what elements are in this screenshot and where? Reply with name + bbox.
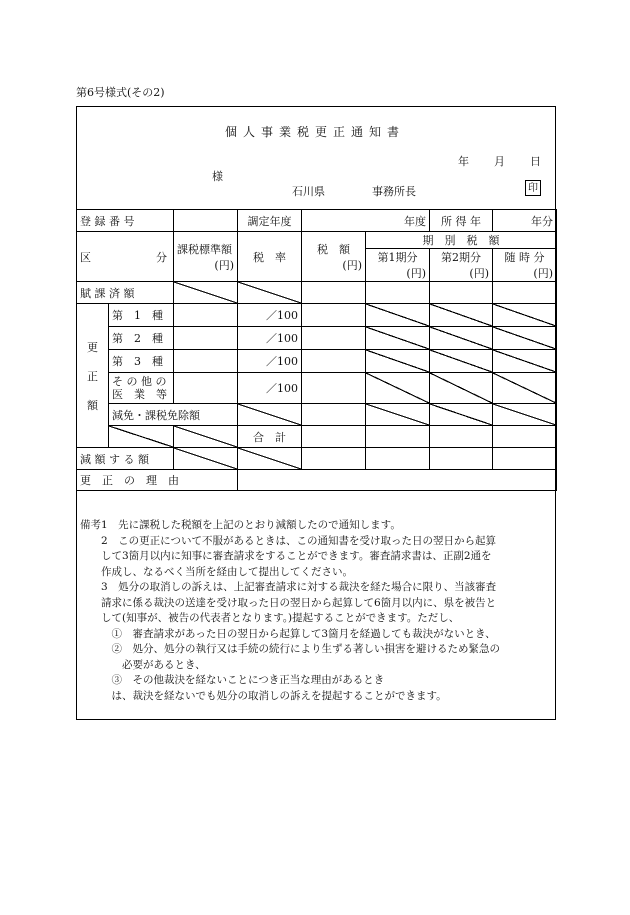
remark-line: 備考1 先に課税した税額を上記のとおり減額したので通知します。 <box>80 519 401 531</box>
type2-row <box>77 327 557 350</box>
income-year-label: 所 得 年 <box>430 210 493 232</box>
remark-line: 3 処分の取消しの訴えは、上記審査請求に対する裁決を経た場合に限り、当該審査 <box>80 581 497 593</box>
reduction-row <box>77 448 557 470</box>
type3-label: 第 3 種 <box>109 350 174 373</box>
registration-value <box>174 210 238 232</box>
assessed-period1-cell <box>366 282 430 304</box>
reduction-tax-cell <box>302 448 366 470</box>
tax-amount-header: 税 額 (円) <box>302 232 366 282</box>
total-row <box>77 426 557 448</box>
type2-tax-cell <box>302 327 366 350</box>
reason-row <box>77 470 557 491</box>
remarks <box>80 518 550 704</box>
tax-table <box>76 209 557 491</box>
type3-standard-cell <box>174 350 238 373</box>
assessed-label: 賦 課 済 額 <box>77 282 174 304</box>
remark-line: 2 この更正について不服があるときは、この通知書を受け取った日の翌日から起算 <box>80 534 496 547</box>
other-tax-cell <box>302 373 366 404</box>
type1-row <box>77 304 557 327</box>
period-tax-header: 期 別 税 額 <box>366 232 557 249</box>
assessed-tax-cell <box>302 282 366 304</box>
form-number: 第6号様式(その2) <box>76 86 165 99</box>
period1-header: 第1期分 (円) <box>366 249 430 282</box>
assessed-irregular-cell <box>493 282 557 304</box>
diagonal-cell <box>174 448 238 470</box>
date-month-label: 月 <box>494 155 505 168</box>
other-standard-cell <box>174 373 238 404</box>
remark-line: 請求に係る裁決の送達を受け取った日の翌日から起算して6箇月以内に、県を被告と <box>80 596 497 609</box>
type1-label: 第 1 種 <box>109 304 174 327</box>
assess-year-label: 調定年度 <box>238 210 302 232</box>
irregular-header: 随 時 分 (円) <box>493 249 557 282</box>
exempt-row <box>77 404 557 426</box>
diagonal-cell <box>366 404 430 426</box>
diagonal-cell <box>430 404 493 426</box>
type2-standard-cell <box>174 327 238 350</box>
total-label: 合 計 <box>238 426 302 448</box>
remark-line: 作成し、なるべく当所を経由して提出してください。 <box>80 565 353 578</box>
remark-line: ① 審査請求があった日の翌日から起算して3箇月を経過しても裁決がないとき、 <box>80 627 496 640</box>
diagonal-cell <box>366 350 430 373</box>
remark-line: して3箇月以内に知事に審査請求をすることができます。審査請求書は、正副2通を <box>80 550 492 562</box>
assessed-row <box>77 282 557 304</box>
standard-header: 課税標準額 (円) <box>174 232 238 282</box>
total-period1-cell <box>366 426 430 448</box>
type2-rate: ／100 <box>238 327 302 350</box>
diagonal-cell <box>366 373 430 404</box>
total-tax-cell <box>302 426 366 448</box>
addressee-suffix: 様 <box>212 170 223 183</box>
diagonal-cell <box>109 426 174 448</box>
correction-side-label: 更 正 額 <box>77 304 109 448</box>
period2-header: 第2期分 (円) <box>430 249 493 282</box>
income-year-value: 年分 <box>493 210 557 232</box>
registration-label: 登 録 番 号 <box>77 210 174 232</box>
date-year-label: 年 <box>458 155 469 168</box>
rate-header: 税 率 <box>238 232 302 282</box>
exempt-tax-cell <box>302 404 366 426</box>
other-medical-row <box>77 373 557 404</box>
type1-rate: ／100 <box>238 304 302 327</box>
date-day-label: 日 <box>530 155 541 168</box>
diagonal-cell <box>430 327 493 350</box>
type3-rate: ／100 <box>238 350 302 373</box>
diagonal-cell <box>238 282 302 304</box>
diagonal-cell <box>174 426 238 448</box>
remark-line: して(知事が、被告の代表者となります。)提起することができます。ただし、 <box>80 612 460 624</box>
diagonal-cell <box>366 304 430 327</box>
other-medical-label: そ の 他 の 医 業 等 <box>109 373 174 404</box>
diagonal-cell <box>430 350 493 373</box>
diagonal-cell <box>366 327 430 350</box>
total-period2-cell <box>430 426 493 448</box>
assessed-period2-cell <box>430 282 493 304</box>
type1-tax-cell <box>302 304 366 327</box>
type3-tax-cell <box>302 350 366 373</box>
other-rate: ／100 <box>238 373 302 404</box>
type3-row <box>77 350 557 373</box>
diagonal-cell <box>174 282 238 304</box>
diagonal-cell <box>238 448 302 470</box>
diagonal-cell <box>493 327 557 350</box>
diagonal-cell <box>493 350 557 373</box>
exempt-label: 減免・課税免除額 <box>109 404 238 426</box>
total-irregular-cell <box>493 426 557 448</box>
seal-mark: 印 <box>525 180 541 196</box>
reason-value <box>238 470 557 491</box>
issuer-office: 事務所長 <box>372 185 416 198</box>
diagonal-cell <box>238 404 302 426</box>
issuer-prefecture: 石川県 <box>292 185 325 198</box>
diagonal-cell <box>430 304 493 327</box>
reduction-label: 減 額 す る 額 <box>77 448 174 470</box>
remark-line: 必要があるとき、 <box>80 658 206 671</box>
reduction-irregular-cell <box>493 448 557 470</box>
category-header: 区 分 <box>77 232 174 282</box>
column-header-row-1 <box>77 232 557 249</box>
reduction-period1-cell <box>366 448 430 470</box>
reduction-period2-cell <box>430 448 493 470</box>
type1-standard-cell <box>174 304 238 327</box>
diagonal-cell <box>493 404 557 426</box>
document-title: 個人事業税更正通知書 <box>224 125 405 139</box>
diagonal-cell <box>493 373 557 404</box>
diagonal-cell <box>493 304 557 327</box>
assess-year-value: 年度 <box>302 210 430 232</box>
remark-line: ② 処分、処分の執行又は手続の続行により生ずる著しい損害を避けるため緊急の <box>80 643 500 655</box>
reason-label: 更 正 の 理 由 <box>77 470 238 491</box>
registration-row <box>77 210 557 232</box>
remark-line: ③ その他裁決を経ないことにつき正当な理由があるとき <box>80 674 385 686</box>
remark-line: は、裁決を経ないでも処分の取消しの訴えを提起することができます。 <box>80 689 447 702</box>
diagonal-cell <box>430 373 493 404</box>
type2-label: 第 2 種 <box>109 327 174 350</box>
